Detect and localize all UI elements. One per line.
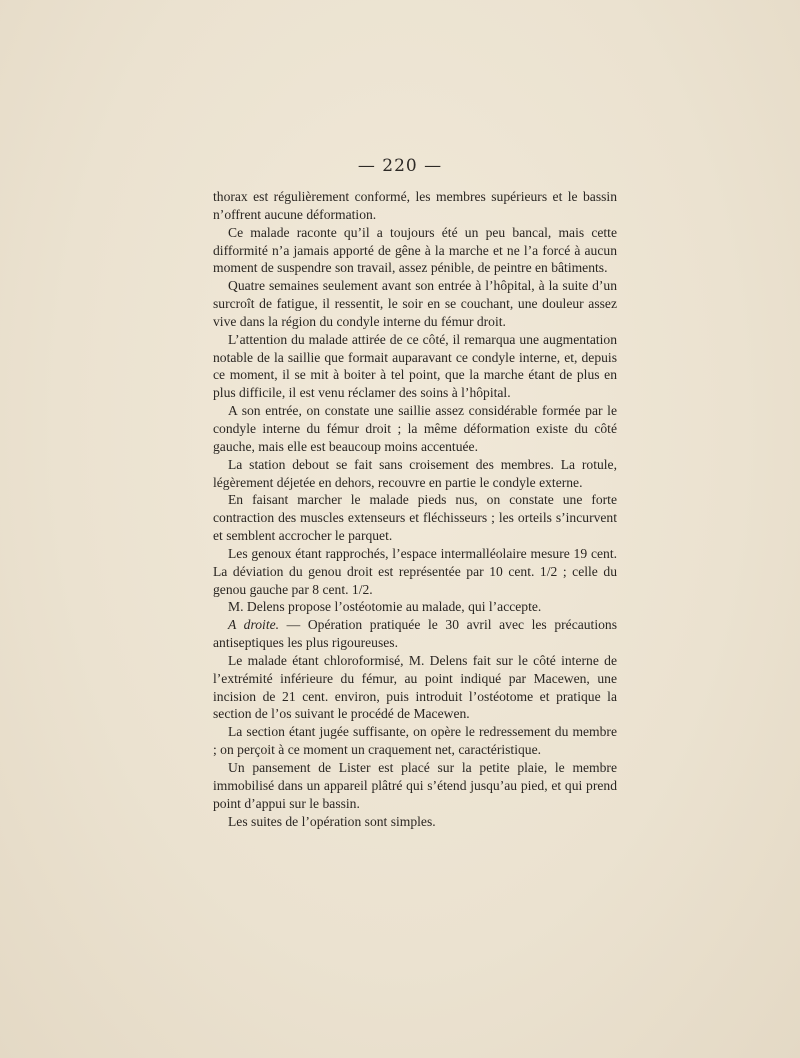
operation-text: — Opération pratiquée le 30 avril avec les précautions antiseptiques les plus rigoureuses. [213, 617, 617, 651]
paragraph: Un pansement de Lister est placé sur la petite plaie, le membre immobilisé dans un appareil plâtré qui s’étend jusqu’au pied, et qui prend point d’appui sur le bassin. [213, 760, 617, 811]
paragraph: A son entrée, on constate une saillie assez considérable formée par le condyle interne du fémur droit ; la même déformation existe du côté gauche, mais elle est beaucoup moins accentuée. [213, 403, 617, 454]
paragraph: La section étant jugée suffisante, on opère le redressement du membre ; on perçoit à ce moment un craquement net, caractéristique. [213, 724, 617, 758]
operation-label: A droite. [228, 617, 280, 633]
paragraph: M. Delens propose l’ostéotomie au malade, qui l’accepte. [228, 599, 542, 615]
page-number: — 220 — [357, 156, 443, 176]
paragraph: Ce malade raconte qu’il a toujours été un peu bancal, mais cette difformité n’a jamais apporté de gêne à la marche et ne l’a forcé à aucun moment de suspendre son travail, assez pénible, de peintre en bâtiments. [213, 224, 617, 276]
paragraph: Les suites de l’opération sont simples. [228, 813, 436, 829]
paragraph: L’attention du malade attirée de ce côté, il remarqua une augmentation notable de la saillie que formait auparavant ce condyle interne, et, depuis ce moment, il se mit à boiter à tel point, que la marche étant de plus en plus difficile, il est venu réclamer des soins à l’hôpital. [213, 331, 617, 401]
body-text [213, 188, 617, 830]
paragraph: En faisant marcher le malade pieds nus, on constate une forte contraction des muscles extenseurs et fléchisseurs ; les orteils s’incurvent et semblent accrocher le parquet. [213, 492, 617, 544]
paragraph: Le malade étant chloroformisé, M. Delens fait sur le côté interne de l’extrémité inférieure du fémur, au point indiqué par Macewen, une incision de 21 cent. environ, puis introduit l’ostéotome et pratique la section de l’os suivant le procédé de Macewen. [213, 652, 617, 722]
paragraph: Les genoux étant rapprochés, l’espace intermalléolaire mesure 19 cent. La déviation du genou droit est représentée par 10 cent. 1/2 ; celle du genou gauche par 8 cent. 1/2. [213, 545, 617, 597]
paragraph: thorax est régulièrement conformé, les membres supérieurs et le bassin n’offrent aucune déformation. [213, 189, 617, 222]
operation-paragraph [213, 616, 617, 652]
paragraph: Quatre semaines seulement avant son entrée à l’hôpital, à la suite d’un surcroît de fatigue, il ressentit, le soir en se couchant, une douleur assez vive dans la région du condyle interne du fémur droit. [213, 278, 617, 329]
paragraph: La station debout se fait sans croisement des membres. La rotule, légèrement déjetée en dehors, recouvre en partie le condyle externe. [213, 456, 617, 490]
